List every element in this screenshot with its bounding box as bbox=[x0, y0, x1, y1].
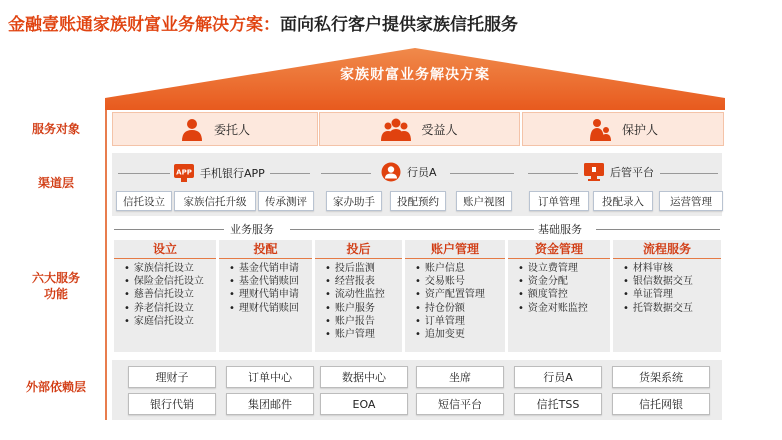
list-item: • 托管数据交互 bbox=[623, 302, 693, 315]
service-target-card[interactable] bbox=[112, 112, 318, 146]
list-item: • 订单管理 bbox=[415, 315, 485, 328]
external-item[interactable]: 订单中心 bbox=[226, 366, 314, 388]
service-target-card[interactable] bbox=[319, 112, 520, 146]
service-target-label: 保护人 bbox=[621, 122, 658, 137]
channel-button[interactable]: 传承测评 bbox=[258, 191, 314, 211]
list-item: • 经营报表 bbox=[325, 275, 385, 288]
section-label-base: 基础服务 bbox=[538, 223, 582, 236]
section-label-business: 业务服务 bbox=[230, 223, 274, 236]
service-column-list bbox=[325, 262, 385, 341]
channel-button[interactable]: 家族信托升级 bbox=[174, 191, 256, 211]
service-column-list bbox=[623, 262, 693, 315]
channel-button[interactable]: 家办助手 bbox=[326, 191, 382, 211]
list-item: • 家族信托设立 bbox=[124, 262, 204, 275]
external-item[interactable]: 货架系统 bbox=[612, 366, 710, 388]
list-item: • 家庭信托设立 bbox=[124, 315, 204, 328]
service-target-label: 委托人 bbox=[213, 122, 250, 137]
section-rule bbox=[596, 229, 720, 230]
channel-dash bbox=[450, 173, 514, 174]
list-item: • 材料审核 bbox=[623, 262, 693, 275]
list-item: • 账户服务 bbox=[325, 302, 385, 315]
external-item[interactable]: 理财子 bbox=[128, 366, 216, 388]
channel-title-text: 后管平台 bbox=[610, 166, 654, 179]
external-item[interactable]: 银行代销 bbox=[128, 393, 216, 415]
list-item: • 账户信息 bbox=[415, 262, 485, 275]
service-target-card[interactable] bbox=[522, 112, 724, 146]
list-item: • 基金代销赎回 bbox=[229, 275, 299, 288]
staff-icon bbox=[381, 162, 401, 182]
left-divider bbox=[105, 110, 107, 420]
channel-button[interactable]: 信托设立 bbox=[116, 191, 172, 211]
service-column-title: 流程服务 bbox=[613, 240, 721, 259]
list-item: • 保险金信托设立 bbox=[124, 275, 204, 288]
title-sub: 面向私行客户提供家族信托服务 bbox=[280, 15, 518, 35]
list-item: • 理财代销申请 bbox=[229, 288, 299, 301]
list-item: • 账户报告 bbox=[325, 315, 385, 328]
channel-dash bbox=[321, 173, 371, 174]
list-item: • 流动性监控 bbox=[325, 288, 385, 301]
external-item[interactable]: 坐席 bbox=[416, 366, 504, 388]
group-icon bbox=[381, 117, 411, 141]
list-item: • 额度管控 bbox=[518, 288, 588, 301]
list-item: • 基金代销申请 bbox=[229, 262, 299, 275]
list-item: • 持仓份额 bbox=[415, 302, 485, 315]
service-column-list bbox=[518, 262, 588, 315]
channel-title bbox=[381, 162, 437, 182]
channel-dash bbox=[528, 173, 578, 174]
external-item[interactable]: 短信平台 bbox=[416, 393, 504, 415]
app-icon bbox=[174, 164, 194, 182]
service-column bbox=[219, 240, 312, 352]
service-column-list bbox=[229, 262, 299, 315]
list-item: • 理财代销赎回 bbox=[229, 302, 299, 315]
service-column-list bbox=[415, 262, 485, 341]
list-item: • 交易账号 bbox=[415, 275, 485, 288]
channel-title bbox=[584, 163, 654, 181]
channel-title-text: 行员A bbox=[407, 166, 437, 179]
list-item: • 账户管理 bbox=[325, 328, 385, 341]
external-item[interactable]: 信托网银 bbox=[612, 393, 710, 415]
row-label-external: 外部依赖层 bbox=[25, 380, 86, 394]
external-item[interactable]: 信托TSS bbox=[514, 393, 602, 415]
page-title bbox=[8, 10, 518, 35]
list-item: • 投后监测 bbox=[325, 262, 385, 275]
list-item: • 养老信托设立 bbox=[124, 302, 204, 315]
external-item[interactable]: 集团邮件 bbox=[226, 393, 314, 415]
list-item: • 资金分配 bbox=[518, 275, 588, 288]
family-icon bbox=[588, 117, 612, 141]
service-target-label: 受益人 bbox=[421, 122, 458, 137]
title-main: 金融壹账通家族财富业务解决方案： bbox=[8, 15, 280, 35]
external-item[interactable]: 数据中心 bbox=[320, 366, 408, 388]
service-column-title: 设立 bbox=[114, 240, 216, 259]
list-item: • 单证管理 bbox=[623, 288, 693, 301]
section-rule bbox=[290, 229, 534, 230]
service-column-title: 投配 bbox=[219, 240, 312, 259]
service-column bbox=[508, 240, 610, 352]
channel-title-text: 手机银行APP bbox=[200, 167, 265, 180]
service-column-title: 投后 bbox=[315, 240, 402, 259]
channel-button[interactable]: 运营管理 bbox=[659, 191, 723, 211]
channel-button[interactable]: 投配录入 bbox=[593, 191, 653, 211]
channel-dash bbox=[660, 173, 718, 174]
person-icon bbox=[180, 117, 204, 141]
channel-dash bbox=[118, 173, 170, 174]
service-column bbox=[613, 240, 721, 352]
service-column bbox=[315, 240, 402, 352]
row-label-service-target: 服务对象 bbox=[31, 122, 80, 136]
channel-title bbox=[174, 164, 265, 182]
service-column-title: 账户管理 bbox=[405, 240, 505, 259]
monitor-icon bbox=[584, 163, 604, 181]
svg-text:APP: APP bbox=[176, 168, 192, 177]
channel-dash bbox=[270, 173, 310, 174]
list-item: • 资产配置管理 bbox=[415, 288, 485, 301]
list-item: • 设立费管理 bbox=[518, 262, 588, 275]
channel-button[interactable]: 投配预约 bbox=[390, 191, 446, 211]
row-label-six-services-line1: 六大服务 bbox=[31, 271, 80, 285]
section-rule bbox=[114, 229, 224, 230]
service-column-title: 资金管理 bbox=[508, 240, 610, 259]
row-label-six-services bbox=[10, 270, 102, 302]
list-item: • 资金对账监控 bbox=[518, 302, 588, 315]
list-item: • 追加变更 bbox=[415, 328, 485, 341]
roof-label: 家族财富业务解决方案 bbox=[340, 67, 490, 83]
row-label-channel: 渠道层 bbox=[37, 176, 74, 190]
channel-button[interactable]: 订单管理 bbox=[529, 191, 589, 211]
external-item[interactable]: EOA bbox=[320, 393, 408, 415]
service-column bbox=[405, 240, 505, 352]
list-item: • 慈善信托设立 bbox=[124, 288, 204, 301]
external-item[interactable]: 行员A bbox=[514, 366, 602, 388]
channel-button[interactable]: 账户视图 bbox=[456, 191, 512, 211]
service-column-list bbox=[124, 262, 204, 328]
list-item: • 银信数据交互 bbox=[623, 275, 693, 288]
service-column bbox=[114, 240, 216, 352]
row-label-six-services-line2: 功能 bbox=[43, 287, 68, 301]
